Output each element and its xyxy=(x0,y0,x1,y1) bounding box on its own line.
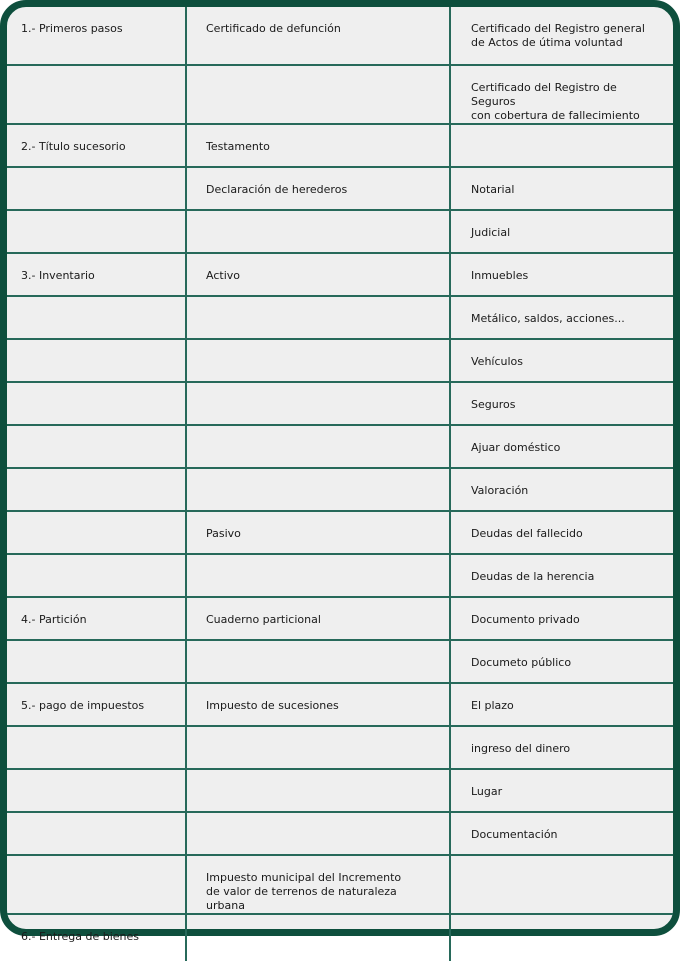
detail-label: Vehículos xyxy=(471,355,524,368)
item-label xyxy=(206,727,439,742)
detail-label: ingreso del dinero xyxy=(471,742,571,755)
step-label: 1.- Primeros pasos xyxy=(21,22,123,35)
step-label xyxy=(21,469,175,484)
detail-label: Metálico, saldos, acciones... xyxy=(471,312,625,325)
step-label: 5.- pago de impuestos xyxy=(21,699,145,712)
item-cell xyxy=(186,382,450,425)
detail-cell xyxy=(450,339,673,382)
item-label: Cuaderno particional xyxy=(206,613,321,626)
item-label xyxy=(206,555,439,570)
detail-cell xyxy=(450,253,673,296)
table-row xyxy=(7,253,673,296)
detail-label: El plazo xyxy=(471,699,514,712)
detail-cell xyxy=(450,210,673,253)
table-row xyxy=(7,855,673,914)
item-label xyxy=(206,383,439,398)
detail-cell xyxy=(450,7,673,65)
step-label xyxy=(21,856,175,871)
table-row xyxy=(7,597,673,640)
item-cell xyxy=(186,253,450,296)
item-cell xyxy=(186,296,450,339)
item-cell xyxy=(186,511,450,554)
item-label xyxy=(206,66,439,81)
table-row xyxy=(7,640,673,683)
detail-cell xyxy=(450,425,673,468)
step-label: 6.- Entrega de bienes xyxy=(21,930,139,943)
step-cell xyxy=(7,7,186,65)
step-cell xyxy=(7,855,186,914)
item-label: Declaración de herederos xyxy=(206,183,348,196)
step-label xyxy=(21,770,175,785)
item-cell xyxy=(186,124,450,167)
step-cell xyxy=(7,339,186,382)
item-cell xyxy=(186,769,450,812)
table-row xyxy=(7,382,673,425)
step-cell xyxy=(7,914,186,961)
step-cell xyxy=(7,253,186,296)
detail-cell xyxy=(450,511,673,554)
item-label: Impuesto municipal del Incremento de valor de terrenos de naturaleza urbana xyxy=(206,871,402,912)
detail-label: Documento privado xyxy=(471,613,580,626)
detail-cell xyxy=(450,167,673,210)
item-cell xyxy=(186,683,450,726)
item-label xyxy=(206,641,439,656)
step-label xyxy=(21,168,175,183)
table-row xyxy=(7,425,673,468)
step-cell xyxy=(7,640,186,683)
item-cell xyxy=(186,468,450,511)
item-label xyxy=(206,211,439,226)
detail-cell xyxy=(450,914,673,961)
step-cell xyxy=(7,812,186,855)
detail-cell xyxy=(450,597,673,640)
detail-cell xyxy=(450,124,673,167)
detail-cell xyxy=(450,554,673,597)
detail-cell xyxy=(450,296,673,339)
inheritance-steps-table xyxy=(7,7,673,961)
detail-cell xyxy=(450,855,673,914)
item-label xyxy=(206,297,439,312)
detail-cell xyxy=(450,683,673,726)
detail-label xyxy=(471,915,663,930)
step-label: 3.- Inventario xyxy=(21,269,95,282)
step-label xyxy=(21,66,175,81)
step-label: 4.- Partición xyxy=(21,613,87,626)
detail-label: Documeto público xyxy=(471,656,572,669)
table-row xyxy=(7,296,673,339)
step-cell xyxy=(7,468,186,511)
item-cell xyxy=(186,7,450,65)
table-row xyxy=(7,124,673,167)
step-label xyxy=(21,813,175,828)
item-label xyxy=(206,426,439,441)
step-cell xyxy=(7,382,186,425)
detail-cell xyxy=(450,726,673,769)
item-cell xyxy=(186,210,450,253)
item-label: Activo xyxy=(206,269,240,282)
table-row xyxy=(7,7,673,65)
detail-label: Seguros xyxy=(471,398,516,411)
step-cell xyxy=(7,511,186,554)
detail-cell xyxy=(450,468,673,511)
table-row xyxy=(7,726,673,769)
step-cell xyxy=(7,167,186,210)
table-row xyxy=(7,554,673,597)
step-label xyxy=(21,297,175,312)
table-body xyxy=(7,7,673,961)
table-row xyxy=(7,65,673,124)
item-cell xyxy=(186,597,450,640)
step-cell xyxy=(7,683,186,726)
step-cell xyxy=(7,296,186,339)
step-label xyxy=(21,727,175,742)
table-row xyxy=(7,339,673,382)
item-label xyxy=(206,915,439,930)
step-label xyxy=(21,512,175,527)
step-label xyxy=(21,340,175,355)
step-label xyxy=(21,211,175,226)
detail-label: Notarial xyxy=(471,183,515,196)
table-row xyxy=(7,683,673,726)
item-label: Impuesto de sucesiones xyxy=(206,699,339,712)
table-row xyxy=(7,812,673,855)
detail-label: Deudas de la herencia xyxy=(471,570,595,583)
detail-cell xyxy=(450,640,673,683)
detail-label: Lugar xyxy=(471,785,503,798)
step-cell xyxy=(7,124,186,167)
item-label: Certificado de defunción xyxy=(206,22,341,35)
table-row xyxy=(7,468,673,511)
step-label xyxy=(21,641,175,656)
item-cell xyxy=(186,425,450,468)
detail-label xyxy=(471,856,663,871)
item-label xyxy=(206,340,439,355)
step-cell xyxy=(7,210,186,253)
detail-cell xyxy=(450,65,673,124)
item-cell xyxy=(186,339,450,382)
step-cell xyxy=(7,769,186,812)
item-cell xyxy=(186,640,450,683)
detail-label: Valoración xyxy=(471,484,529,497)
item-label xyxy=(206,469,439,484)
step-label xyxy=(21,383,175,398)
detail-cell xyxy=(450,812,673,855)
detail-label: Ajuar doméstico xyxy=(471,441,561,454)
detail-cell xyxy=(450,769,673,812)
step-cell xyxy=(7,554,186,597)
item-cell xyxy=(186,726,450,769)
item-cell xyxy=(186,914,450,961)
table-row xyxy=(7,769,673,812)
item-label xyxy=(206,813,439,828)
detail-cell xyxy=(450,382,673,425)
detail-label: Inmuebles xyxy=(471,269,529,282)
table-row xyxy=(7,167,673,210)
detail-label xyxy=(471,125,663,140)
detail-label: Deudas del fallecido xyxy=(471,527,583,540)
item-label: Testamento xyxy=(206,140,270,153)
detail-label: Certificado del Registro de Seguros con cobertura de fallecimiento xyxy=(471,81,640,122)
table-row xyxy=(7,511,673,554)
step-label xyxy=(21,426,175,441)
table-row xyxy=(7,914,673,961)
item-cell xyxy=(186,855,450,914)
step-cell xyxy=(7,726,186,769)
detail-label: Judicial xyxy=(471,226,511,239)
table-row xyxy=(7,210,673,253)
step-cell xyxy=(7,597,186,640)
item-cell xyxy=(186,554,450,597)
step-label: 2.- Título sucesorio xyxy=(21,140,126,153)
item-cell xyxy=(186,65,450,124)
item-label: Pasivo xyxy=(206,527,241,540)
item-cell xyxy=(186,167,450,210)
detail-label: Documentación xyxy=(471,828,558,841)
detail-label: Certificado del Registro general de Actos de útima voluntad xyxy=(471,22,645,49)
step-cell xyxy=(7,425,186,468)
item-cell xyxy=(186,812,450,855)
item-label xyxy=(206,770,439,785)
step-cell xyxy=(7,65,186,124)
step-label xyxy=(21,555,175,570)
